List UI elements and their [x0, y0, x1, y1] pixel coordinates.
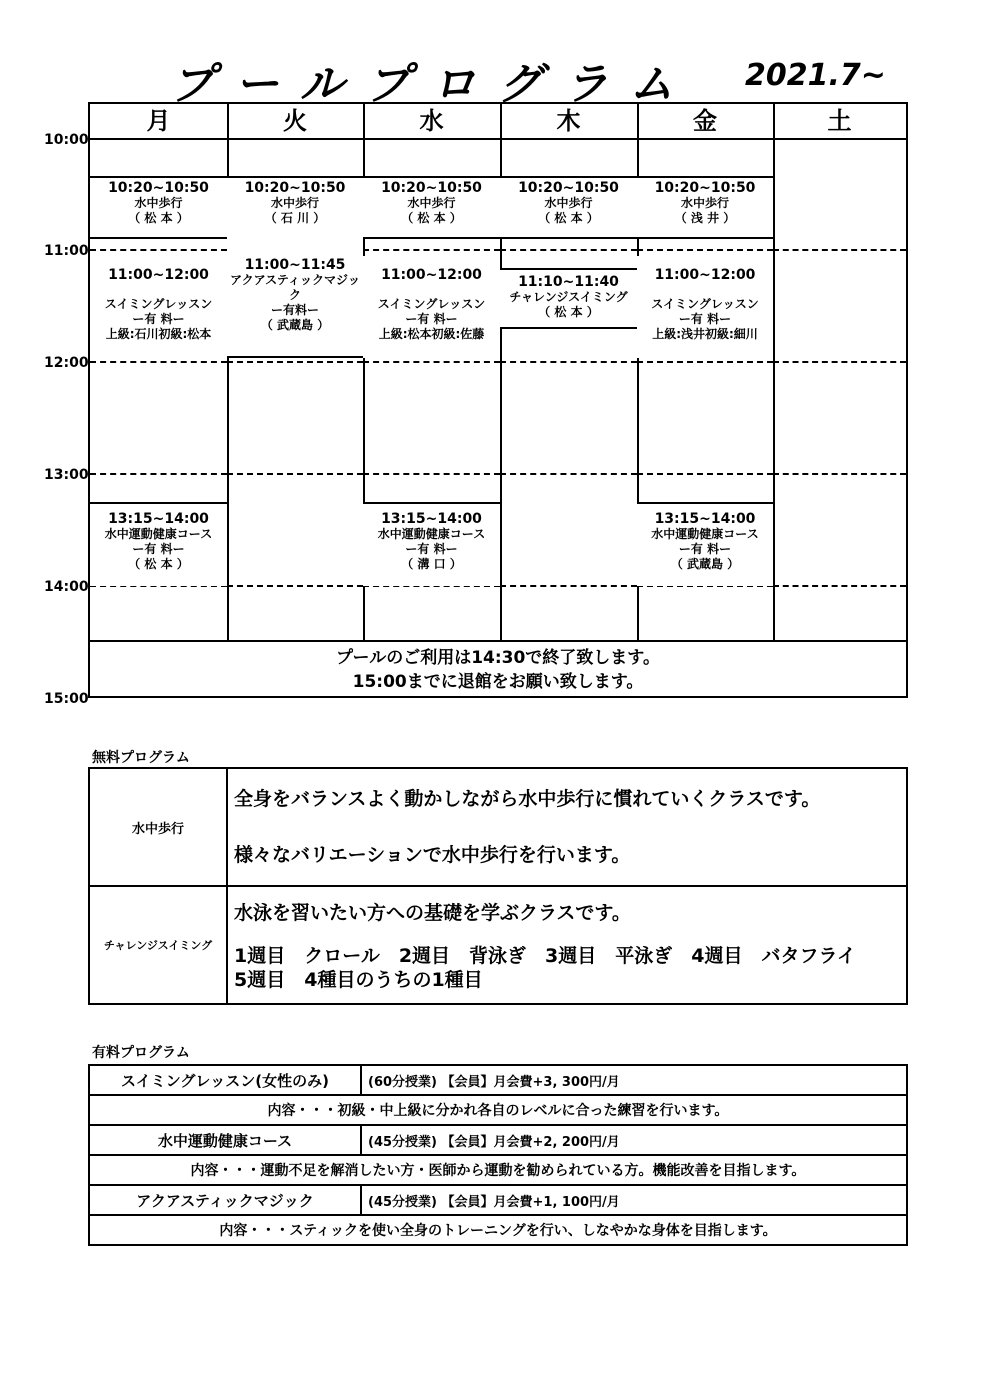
- free-desc-challenge: 水泳を習いたい方への基礎を学ぶクラスです。 1週目 クロール 2週目 背泳ぎ 3週目 平泳ぎ 4週目 バタフライ 5週目 4種目のうちの1種目: [227, 886, 907, 1004]
- free-program-heading: 無料プログラム: [92, 750, 190, 766]
- time-label-1200: 12:00: [44, 355, 89, 371]
- column-saturday: [773, 104, 906, 640]
- class-swim-mon: 11:00~12:00 スイミングレッスン ー有 料ー 上級:石川初級:松本: [90, 256, 227, 358]
- page-title: プールプログラム: [170, 59, 696, 110]
- free-row-challenge: [89, 886, 907, 1004]
- day-header-sat: 土: [773, 104, 906, 140]
- paid-content-0: 内容・・・初級・中上級に分かれ各自のレベルに合った練習を行います。: [89, 1095, 907, 1125]
- class-challenge-thu: 11:10~11:40 チャレンジスイミング （ 松 本 ）: [500, 268, 637, 329]
- schedule-footer-note: プールのご利用は14:30で終了致します。 15:00までに退館をお願い致します。: [90, 640, 906, 696]
- time-label-1100: 11:00: [44, 243, 89, 259]
- class-swim-fri: 11:00~12:00 スイミングレッスン ー有 料ー 上級:浅井初級:細川: [637, 256, 773, 358]
- paid-content-2: 内容・・・スティックを使い全身のトレーニングを行い、しなやかな身体を目指します。: [89, 1215, 907, 1245]
- class-swim-wed: 11:00~12:00 スイミングレッスン ー有 料ー 上級:松本初級:佐藤: [363, 256, 500, 358]
- time-label-1300: 13:00: [44, 467, 89, 483]
- class-walk-fri: 10:20~10:50 水中歩行 （ 浅 井 ）: [637, 176, 773, 239]
- free-desc-walk: 全身をバランスよく動かしながら水中歩行に慣れていくクラスです。 様々なバリエーションで水中歩行を行います。: [227, 768, 907, 886]
- free-name-walk: 水中歩行: [89, 768, 227, 886]
- free-name-challenge: チャレンジスイミング: [89, 886, 227, 1004]
- free-row-walk: [89, 768, 907, 886]
- paid-price-2: (45分授業) 【会員】月会費+1, 100円/月: [361, 1185, 907, 1215]
- free-program-table: [88, 767, 908, 1005]
- class-walk-wed: 10:20~10:50 水中歩行 （ 松 本 ）: [363, 176, 500, 239]
- paid-row-0: [89, 1065, 907, 1095]
- class-walk-mon: 10:20~10:50 水中歩行 （ 松 本 ）: [90, 176, 227, 239]
- class-health-mon: 13:15~14:00 水中運動健康コース ー有 料ー （ 松 本 ）: [90, 502, 227, 586]
- paid-row-2: [89, 1185, 907, 1215]
- paid-price-0: (60分授業) 【会員】月会費+3, 300円/月: [361, 1065, 907, 1095]
- column-wednesday: [363, 104, 502, 640]
- paid-content-1: 内容・・・運動不足を解消したい方・医師から運動を勧められている方。機能改善を目指します。: [89, 1155, 907, 1185]
- column-monday: [90, 104, 229, 640]
- time-label-1500: 15:00: [44, 691, 89, 707]
- column-tuesday: [227, 104, 365, 640]
- class-walk-thu: 10:20~10:50 水中歩行 （ 松 本 ）: [500, 176, 637, 239]
- paid-price-1: (45分授業) 【会員】月会費+2, 200円/月: [361, 1125, 907, 1155]
- paid-name-2: アクアスティックマジック: [89, 1185, 361, 1215]
- paid-name-0: スイミングレッスン(女性のみ): [89, 1065, 361, 1095]
- class-health-fri: 13:15~14:00 水中運動健康コース ー有 料ー （ 武蔵島 ）: [637, 502, 773, 586]
- day-header-fri: 金: [637, 104, 773, 140]
- paid-name-1: 水中運動健康コース: [89, 1125, 361, 1155]
- class-health-wed: 13:15~14:00 水中運動健康コース ー有 料ー （ 溝 口 ）: [363, 502, 500, 586]
- day-header-tue: 火: [227, 104, 363, 140]
- class-aqua-tue: 11:00~11:45 アクアスティックマジック ー有料ー （ 武蔵島 ）: [227, 234, 363, 358]
- paid-program-heading: 有料プログラム: [92, 1045, 190, 1061]
- day-header-wed: 水: [363, 104, 500, 140]
- day-header-mon: 月: [90, 104, 227, 140]
- time-label-1000: 10:00: [44, 132, 89, 148]
- weekly-schedule: [88, 102, 908, 698]
- paid-row-1: [89, 1125, 907, 1155]
- time-label-1400: 14:00: [44, 579, 89, 595]
- effective-date: 2021.7~: [745, 58, 886, 93]
- column-friday: [637, 104, 775, 640]
- class-walk-tue: 10:20~10:50 水中歩行 （ 石 川 ）: [227, 176, 363, 239]
- paid-program-table: [88, 1064, 908, 1246]
- day-header-thu: 木: [500, 104, 637, 140]
- column-thursday: [500, 104, 639, 640]
